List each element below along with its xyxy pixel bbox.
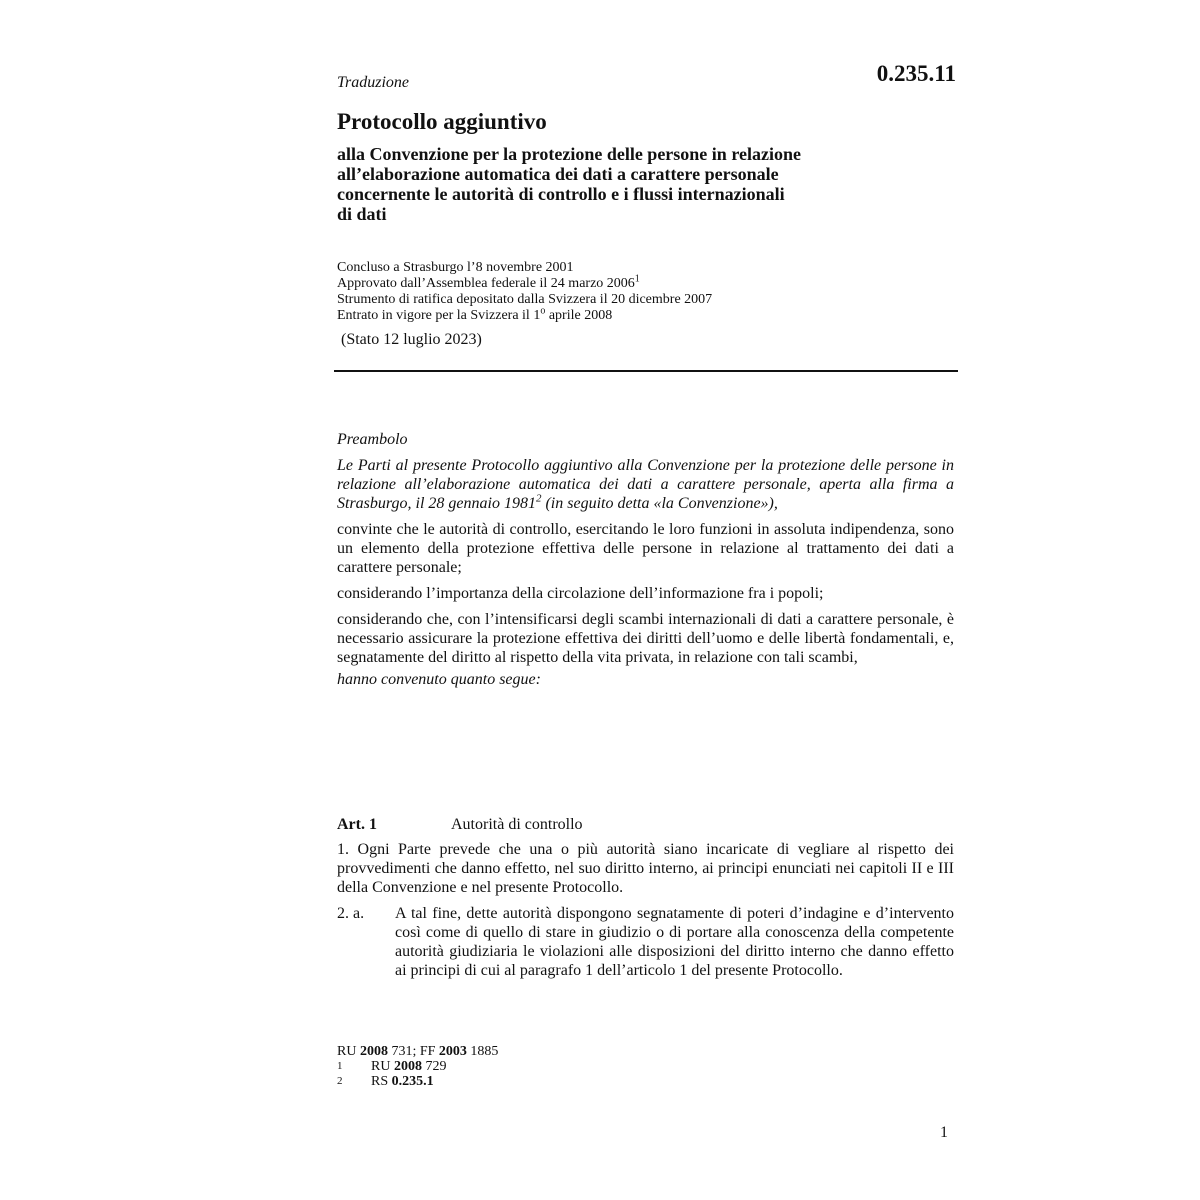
preamble-heading: Preambolo [337, 431, 408, 448]
article-number: Art. 1 [337, 816, 377, 833]
footnotes [337, 1044, 498, 1089]
subtitle-line: di dati [337, 204, 387, 224]
footnote-2: 2 RS 0.235.1 [337, 1074, 434, 1089]
preamble-paragraph: considerando l’importanza della circolazione dell’informazione fra i popoli; [337, 585, 824, 602]
article-title: Autorità di controllo [451, 816, 583, 833]
footnote-1: 1 RU 2008 729 [337, 1059, 447, 1074]
concluded-date: Concluso a Strasburgo l’8 novembre 2001 [337, 260, 574, 275]
article-1 [337, 815, 954, 980]
preamble-closing: hanno convenuto quanto segue: [337, 671, 541, 688]
header-divider [334, 370, 958, 372]
item-marker: 2. a. [337, 905, 365, 922]
article-paragraph: 1. Ogni Parte prevede che una o più autorità siano incaricate di vegliare al rispetto dei provvedimenti che danno effetto, nel suo diritto interno, ai principi enunciati nei capitoli II e III della Convenzione e nel presente Protocollo. [337, 841, 954, 896]
subtitle-line: concernente le autorità di controllo e i flussi internazionali [337, 184, 785, 204]
article-heading [337, 815, 954, 834]
preamble [337, 430, 954, 696]
entry-into-force-date: Entrato in vigore per la Svizzera il 1$^o$ aprile 2008 [337, 305, 613, 323]
document-metadata [337, 260, 712, 324]
sr-number: 0.235.11 [876, 61, 956, 86]
ratification-date: Strumento di ratifica depositato dalla Svizzera il 20 dicembre 2007 [337, 292, 713, 307]
item-text: A tal fine, dette autorità dispongono segnatamente di poteri d’indagine e d’intervento così come di quello di stare in giudizio o di portare alla conoscenza della competente autorità giudiziaria le violazioni alle disposizioni del diritto interno che danno effetto ai principi di cui al paragrafo 1 dell’articolo 1 del presente Protocollo. [395, 905, 954, 979]
document-subtitle [337, 144, 877, 224]
page-number: 1 [940, 1124, 948, 1141]
preamble-paragraph: convinte che le autorità di controllo, esercitando le loro funzioni in assoluta indipendenza, sono un elemento della protezione effettiva delle persone in relazione al trattamento dei dati a carattere personale; [337, 521, 954, 576]
approved-date: Approvato dall’Assemblea federale il 24 marzo 2006$^1$ [337, 273, 640, 291]
translation-label: Traduzione [337, 74, 410, 91]
article-item [337, 904, 954, 980]
footnote-ref[interactable]: 1 [634, 273, 640, 285]
publication-reference: RU 2008 731; FF 2003 1885 [337, 1044, 499, 1059]
preamble-intro: Le Parti al presente Protocollo aggiuntivo alla Convenzione per la protezione delle persone in relazione all’elaborazione automatica dei dati a carattere personale, aperta alla firma a Strasburgo, il 28 gennaio 1981$^2$ (in seguito detta «la Convenzione»), [337, 457, 954, 512]
preamble-paragraph: considerando che, con l’intensificarsi degli scambi internazionali di dati a carattere personale, è necessario assicurare la protezione effettiva dei diritti dell’uomo e delle libertà fondamentali, e, segnatamente del diritto al rispetto della vita privata, in relazione con tali scambi, [337, 611, 954, 666]
document-title: Protocollo aggiuntivo [337, 109, 547, 134]
status-date: (Stato 12 luglio 2023) [341, 331, 482, 348]
subtitle-line: all’elaborazione automatica dei dati a carattere personale [337, 164, 779, 184]
subtitle-line: alla Convenzione per la protezione delle persone in relazione [337, 144, 801, 164]
footnote-ref[interactable]: 2 [535, 492, 542, 505]
